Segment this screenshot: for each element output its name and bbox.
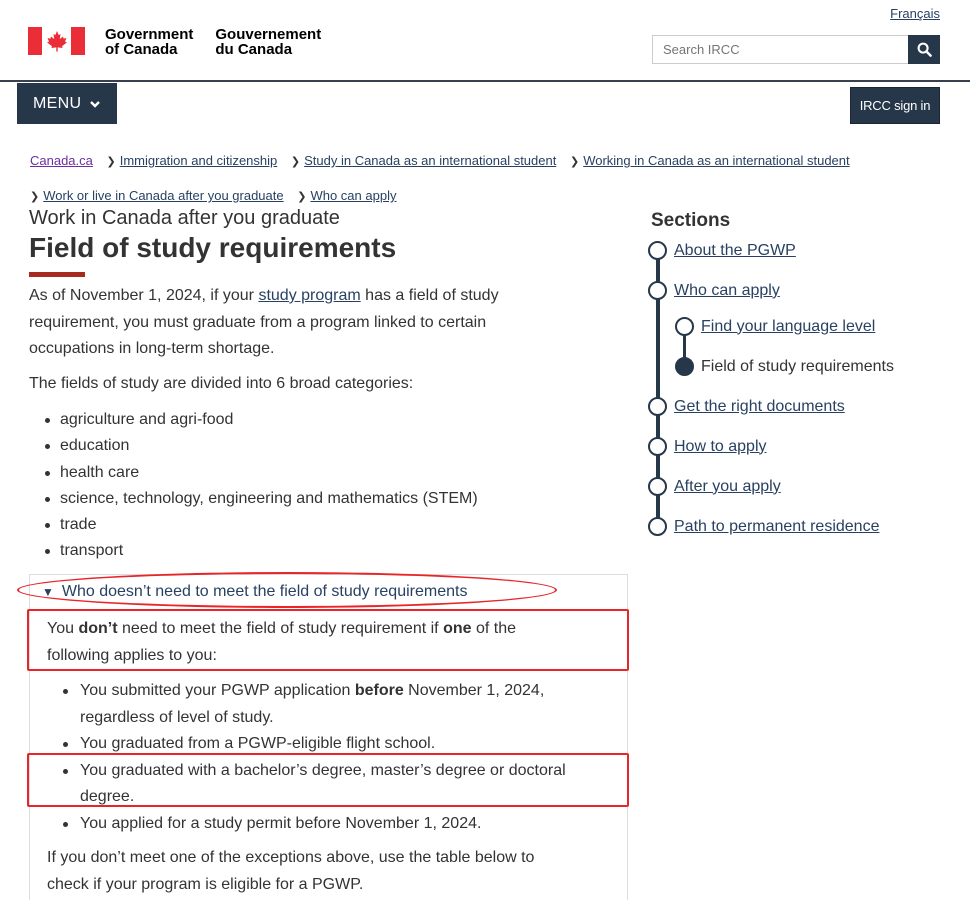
exceptions-closing: If you don’t meet one of the exceptions above, use the table below to check if your program is eligible for a PGWP. bbox=[47, 849, 535, 893]
search-icon bbox=[917, 42, 932, 57]
section-about-pgwp[interactable]: About the PGWP bbox=[648, 241, 796, 260]
chevron-right-icon: ❯ bbox=[30, 191, 40, 203]
circle-icon bbox=[648, 281, 667, 300]
breadcrumb-who-can-apply[interactable]: Who can apply bbox=[310, 188, 397, 203]
circle-icon bbox=[648, 397, 667, 416]
section-path-to-pr[interactable]: Path to permanent residence bbox=[648, 517, 879, 536]
breadcrumb-canada-ca[interactable]: Canada.ca bbox=[30, 153, 93, 168]
title-underline bbox=[29, 272, 85, 277]
government-of-canada-logo[interactable] bbox=[28, 27, 321, 57]
menu-button[interactable]: MENU bbox=[17, 83, 117, 124]
breadcrumb-working-in-canada[interactable]: Working in Canada as an international student bbox=[583, 153, 850, 168]
chevron-right-icon: ❯ bbox=[297, 191, 307, 203]
section-after-you-apply[interactable]: After you apply bbox=[648, 477, 781, 496]
page-subtitle: Work in Canada after you graduate bbox=[29, 207, 340, 229]
list-item: trade bbox=[29, 512, 478, 538]
section-field-of-study: Field of study requirements bbox=[675, 357, 894, 376]
filled-circle-icon bbox=[675, 357, 694, 376]
list-item: education bbox=[29, 433, 478, 459]
chevron-right-icon: ❯ bbox=[290, 156, 301, 168]
annotation-ellipse bbox=[17, 572, 557, 608]
chevron-down-icon bbox=[89, 99, 101, 109]
section-who-can-apply[interactable]: Who can apply bbox=[648, 281, 780, 300]
list-item: health care bbox=[29, 460, 478, 486]
study-program-link[interactable]: study program bbox=[258, 287, 361, 304]
brand-english: Government of Canada bbox=[105, 26, 194, 58]
page-title: Field of study requirements bbox=[29, 232, 397, 263]
header-divider bbox=[0, 80, 970, 82]
list-item: agriculture and agri-food bbox=[29, 407, 478, 433]
list-item: transport bbox=[29, 538, 478, 564]
annotation-box-lead bbox=[27, 609, 629, 671]
circle-icon bbox=[675, 317, 694, 336]
circle-icon bbox=[648, 477, 667, 496]
search-input[interactable] bbox=[652, 35, 908, 64]
exceptions-lead: You don’t need to meet the field of study requirement if one of the following applies to you: bbox=[47, 620, 516, 664]
language-toggle-link[interactable]: Français bbox=[890, 6, 940, 21]
breadcrumb bbox=[30, 144, 930, 214]
breadcrumb-work-after-graduate[interactable]: Work or live in Canada after you graduate bbox=[43, 188, 284, 203]
triangle-down-icon: ▼ bbox=[42, 585, 54, 599]
chevron-right-icon: ❯ bbox=[569, 156, 580, 168]
circle-icon bbox=[648, 517, 667, 536]
breadcrumb-immigration[interactable]: Immigration and citizenship bbox=[119, 153, 278, 168]
list-item: You applied for a study permit before November 1, 2024. bbox=[47, 811, 607, 838]
exceptions-summary-toggle[interactable]: ▼ Who doesn’t need to meet the field of study requirements bbox=[42, 583, 468, 600]
list-item: science, technology, engineering and mathematics (STEM) bbox=[29, 486, 478, 512]
brand-french: Gouvernement du Canada bbox=[215, 26, 322, 58]
list-item: You graduated with a bachelor’s degree, master’s degree or doctoral degree. bbox=[47, 758, 607, 811]
annotation-box-degree bbox=[27, 753, 629, 807]
circle-icon bbox=[648, 241, 667, 260]
ircc-signin-button[interactable]: IRCC sign in bbox=[850, 87, 940, 124]
categories-intro: The fields of study are divided into 6 broad categories: bbox=[29, 375, 414, 392]
canada-flag-icon bbox=[28, 27, 85, 55]
breadcrumb-study-in-canada[interactable]: Study in Canada as an international student bbox=[304, 153, 557, 168]
list-item: You submitted your PGWP application before November 1, 2024, regardless of level of study. bbox=[47, 678, 607, 731]
categories-list bbox=[29, 407, 478, 565]
search-button[interactable] bbox=[908, 35, 940, 64]
section-how-to-apply[interactable]: How to apply bbox=[648, 437, 767, 456]
circle-icon bbox=[648, 437, 667, 456]
section-find-language-level[interactable]: Find your language level bbox=[675, 317, 875, 336]
search-form bbox=[652, 35, 940, 64]
list-item: You graduated from a PGWP-eligible flight school. bbox=[47, 731, 607, 758]
intro-paragraph: As of November 1, 2024, if your study program has a field of study requirement, you must graduate from a program linked to certain occupations in long-term shortage. bbox=[29, 287, 499, 357]
sections-heading: Sections bbox=[651, 210, 731, 231]
section-get-documents[interactable]: Get the right documents bbox=[648, 397, 845, 416]
chevron-right-icon: ❯ bbox=[106, 156, 116, 168]
